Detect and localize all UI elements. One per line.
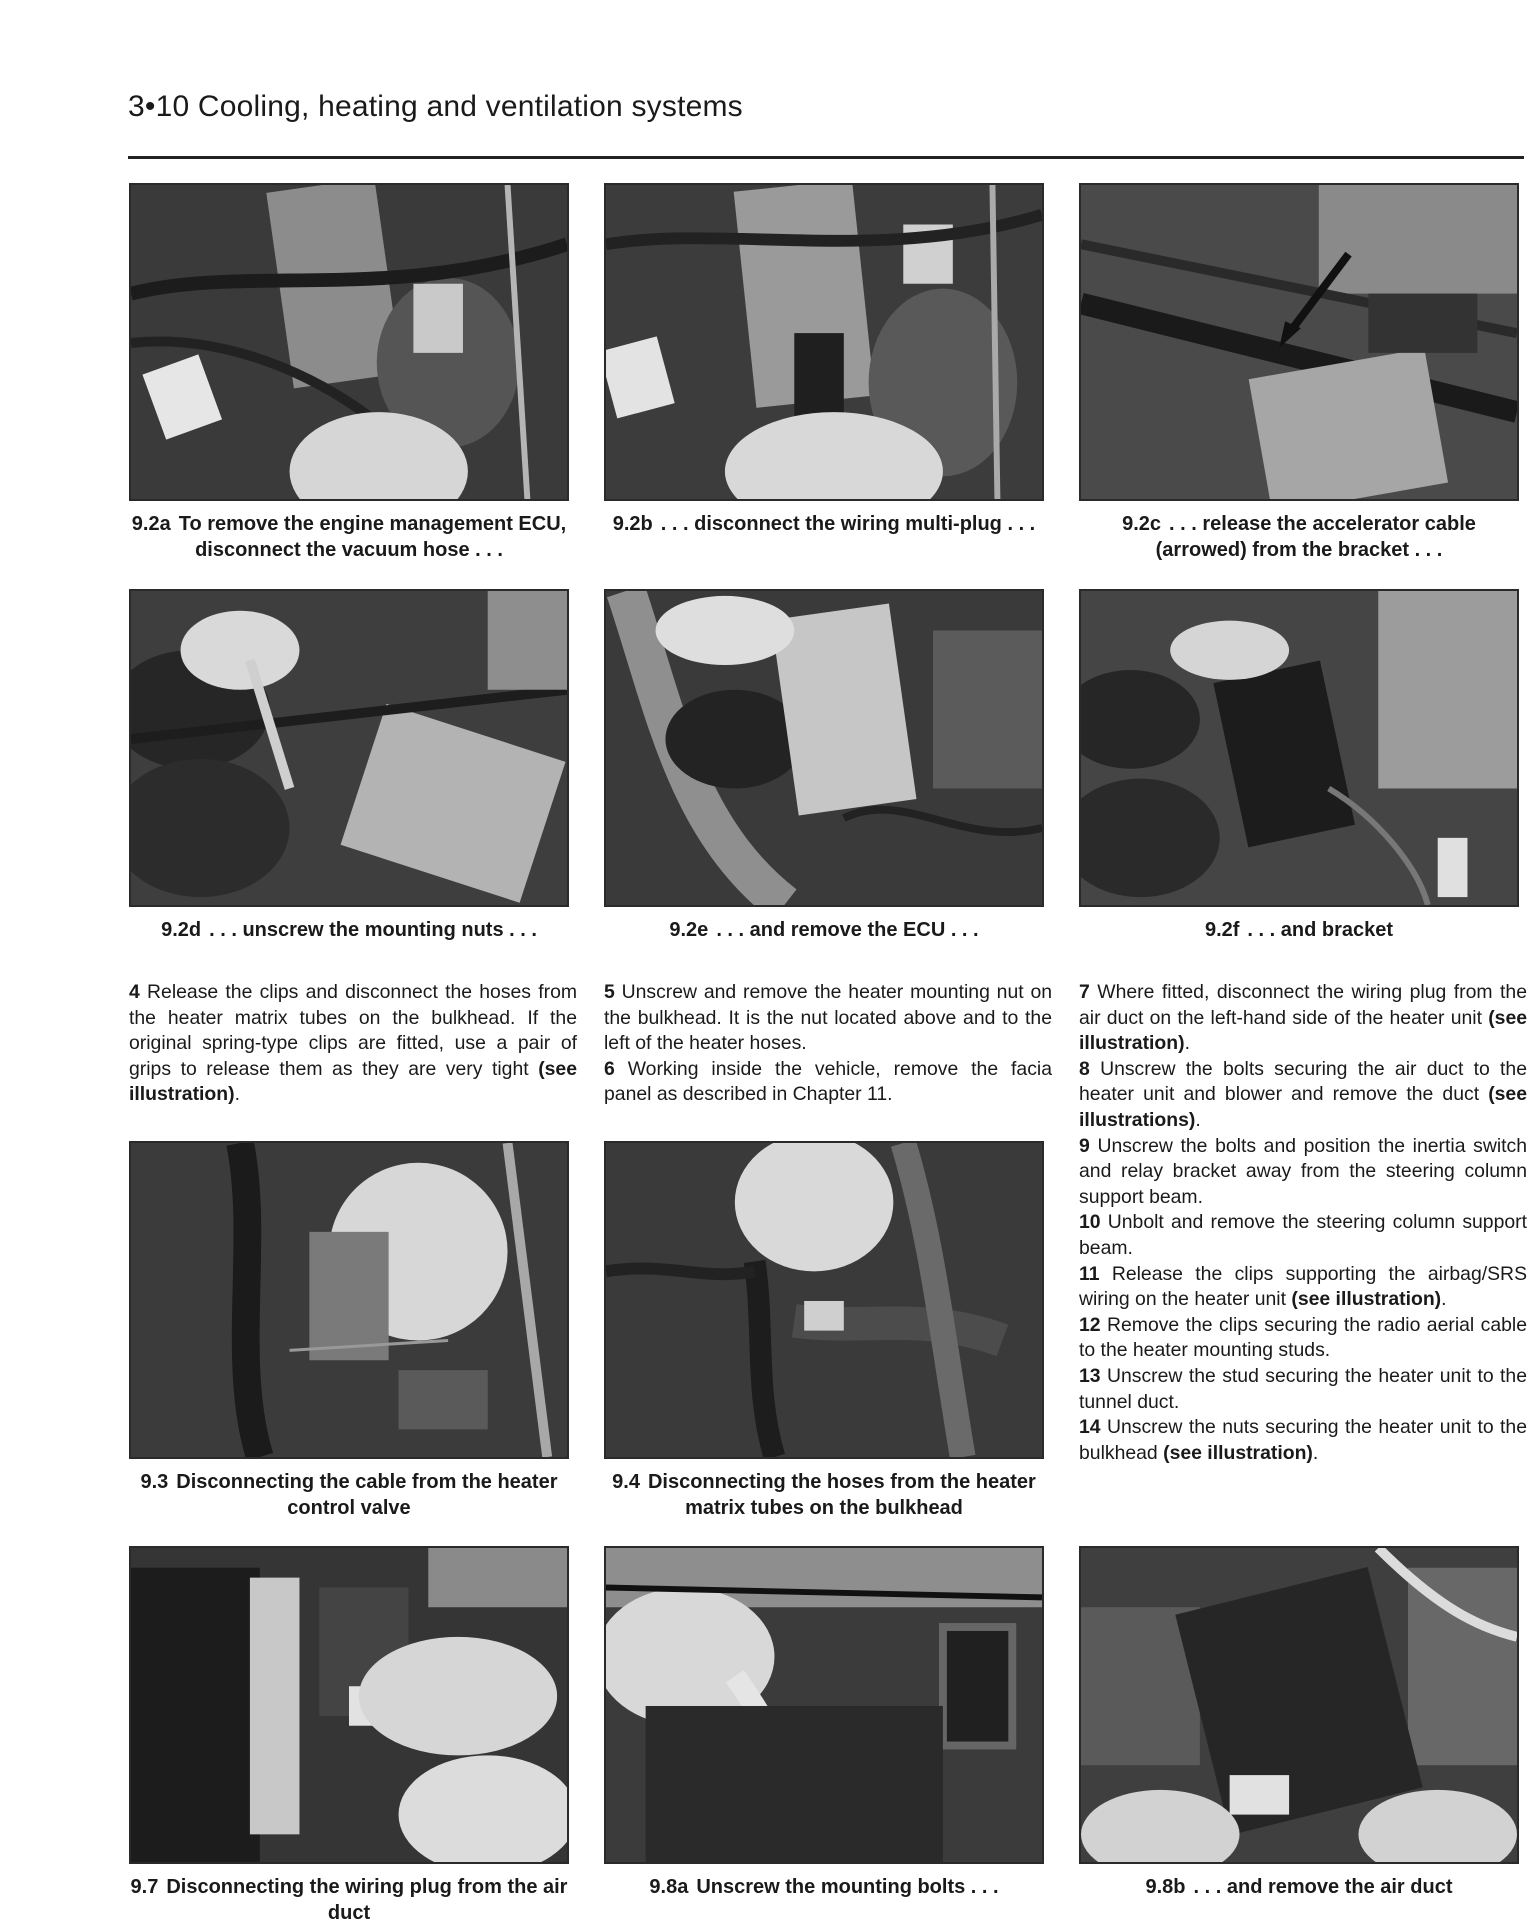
step-7: 7 Where fitted, disconnect the wiring plug from the air duct on the left-hand side of the heater unit (see illustration). (1079, 981, 1528, 1055)
step-5: 5 Unscrew and remove the heater mounting nut on the bulkhead. It is the nut located above and to the left of the heater hoses. (604, 981, 1053, 1055)
step-13: 13 Unscrew the stud securing the heater unit to the tunnel duct. (1079, 1364, 1527, 1413)
step-9: 9 Unscrew the bolts and position the inertia switch and relay bracket away from the steering column support beam. (1079, 1134, 1527, 1208)
caption-9-8b: 9.8b . . . and remove the air duct (1145, 1876, 1453, 1898)
text-column-2 (604, 980, 1052, 1108)
caption-9-8a: 9.8a Unscrew the mounting bolts . . . (649, 1876, 999, 1898)
step-8: 8 Unscrew the bolts securing the air duct to the heater unit and blower and remove the duct (see illustrations). (1079, 1057, 1528, 1131)
caption-9-2f: 9.2f . . . and bracket (1204, 919, 1394, 941)
photo-9-2e (604, 589, 1044, 907)
caption-9-3: 9.3 Disconnecting the cable from the heater control valve (140, 1471, 558, 1519)
photo-9-3 (129, 1141, 569, 1459)
text-column-3 (1079, 980, 1527, 1466)
step-11: 11 Release the clips supporting the airbag/SRS wiring on the heater unit (see illustration). (1079, 1262, 1527, 1311)
step-4: 4 Release the clips and disconnect the hoses from the heater matrix tubes on the bulkhead. If the original spring-type clips are fitted, use a pair of grips to release them as they are very tight (see illustration). (129, 981, 578, 1106)
caption-9-2d: 9.2d . . . unscrew the mounting nuts . . . (161, 919, 537, 941)
photo-9-2b (604, 183, 1044, 501)
step-10: 10 Unbolt and remove the steering column support beam. (1079, 1211, 1528, 1259)
photo-9-7 (129, 1546, 569, 1864)
photo-9-2f (1079, 589, 1519, 907)
page-title: 3•10 Cooling, heating and ventilation systems (128, 90, 743, 123)
step-14: 14 Unscrew the nuts securing the heater unit to the bulkhead (see illustration). (1079, 1416, 1527, 1464)
caption-9-7: 9.7 Disconnecting the wiring plug from the air duct (130, 1876, 568, 1924)
photo-9-4 (604, 1141, 1044, 1459)
caption-9-2e: 9.2e . . . and remove the ECU . . . (669, 919, 979, 941)
caption-9-4: 9.4 Disconnecting the hoses from the heater matrix tubes on the bulkhead (612, 1471, 1036, 1519)
caption-9-2c: 9.2c . . . release the accelerator cable (arrowed) from the bracket . . . (1122, 513, 1476, 561)
step-6: 6 Working inside the vehicle, remove the facia panel as described in Chapter 11. (604, 1057, 1053, 1106)
caption-9-2a: 9.2a To remove the engine management ECU, disconnect the vacuum hose . . . (131, 513, 567, 561)
text-column-1 (129, 980, 577, 1108)
caption-9-2b: 9.2b . . . disconnect the wiring multi-plug . . . (612, 513, 1036, 535)
photo-9-8b (1079, 1546, 1519, 1864)
photo-9-2d (129, 589, 569, 907)
photo-9-8a (604, 1546, 1044, 1864)
photo-9-2c (1079, 183, 1519, 501)
step-12: 12 Remove the clips securing the radio aerial cable to the heater mounting studs. (1079, 1313, 1527, 1362)
header-rule (128, 156, 1524, 159)
photo-9-2a (129, 183, 569, 501)
